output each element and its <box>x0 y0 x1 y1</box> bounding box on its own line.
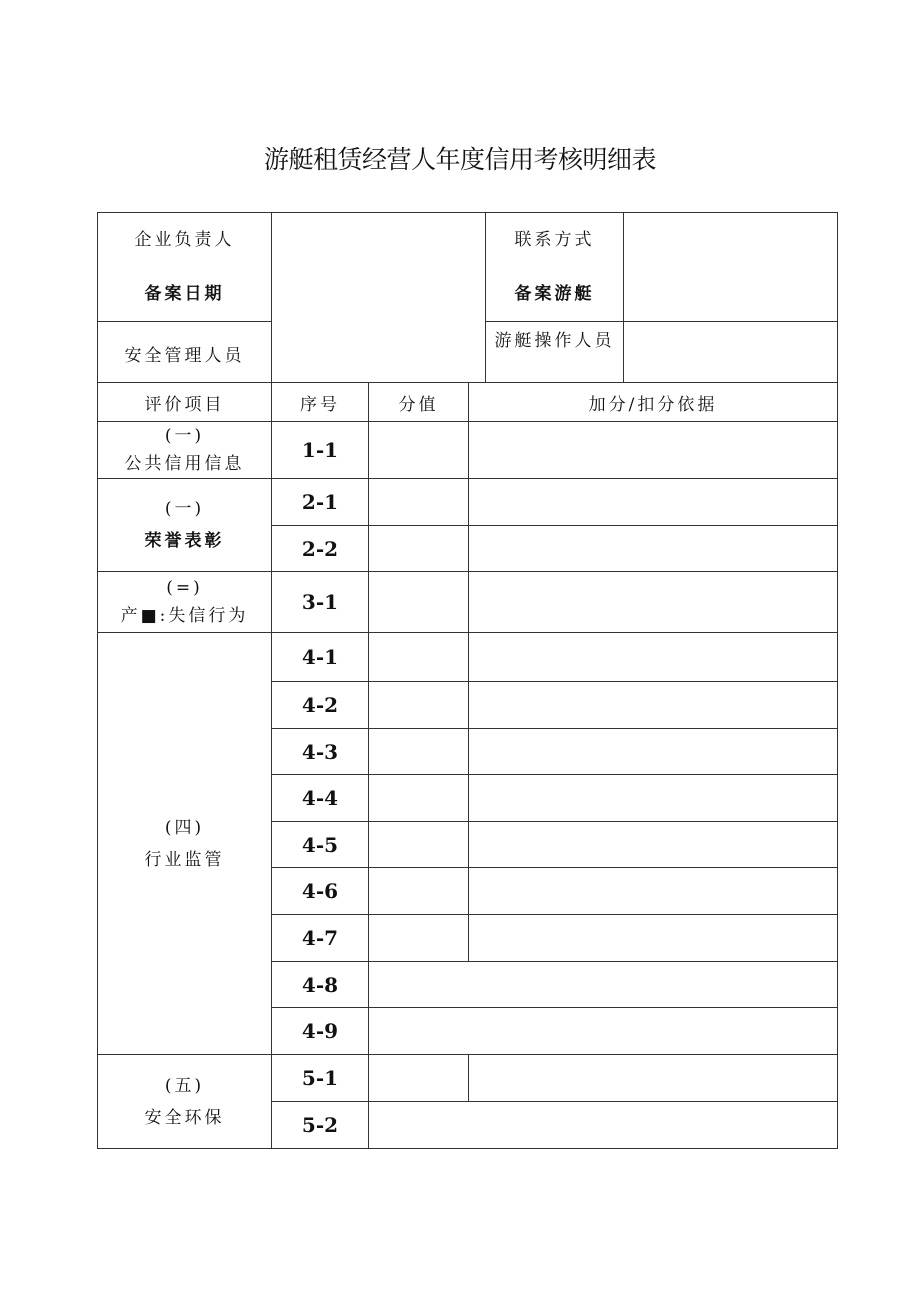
score-cell[interactable] <box>368 914 469 962</box>
owner-label: 企业负责人 <box>134 230 235 250</box>
score-cell[interactable] <box>368 681 469 729</box>
contact-value-cell[interactable] <box>623 212 838 322</box>
column-header-basis: 加分/扣分依据 <box>468 382 838 422</box>
table-row-seq: 5-2 <box>271 1101 369 1149</box>
score-cell[interactable] <box>368 632 469 682</box>
category-number: (四) <box>164 817 205 838</box>
category-number: (五) <box>164 1075 205 1096</box>
basis-cell[interactable] <box>468 421 838 479</box>
category-public-credit <box>97 421 272 479</box>
table-row-seq: 1-1 <box>271 421 369 479</box>
category-industry-supervision <box>97 632 272 1055</box>
category-number: (一) <box>164 426 205 446</box>
merged-basis-cell[interactable] <box>368 961 838 1008</box>
basis-cell[interactable] <box>468 728 838 775</box>
table-row-seq: 5-1 <box>271 1054 369 1102</box>
owner-label-cell <box>97 212 272 322</box>
basis-cell[interactable] <box>468 774 838 822</box>
basis-cell[interactable] <box>468 525 838 572</box>
basis-cell[interactable] <box>468 867 838 915</box>
basis-cell[interactable] <box>468 571 838 633</box>
score-cell[interactable] <box>368 728 469 775</box>
category-name: 公共信用信息 <box>124 454 245 474</box>
category-name: 行业监管 <box>144 849 225 870</box>
table-row-seq: 4-4 <box>271 774 369 822</box>
yacht-operator-value-cell[interactable] <box>623 321 838 383</box>
basis-cell[interactable] <box>468 478 838 526</box>
score-cell[interactable] <box>368 478 469 526</box>
category-honors <box>97 478 272 572</box>
score-cell[interactable] <box>368 867 469 915</box>
score-cell[interactable] <box>368 1054 469 1102</box>
merged-basis-cell[interactable] <box>368 1101 838 1149</box>
score-cell[interactable] <box>368 821 469 868</box>
safety-manager-label: 安全管理人员 <box>124 345 245 366</box>
score-cell[interactable] <box>368 774 469 822</box>
table-row-seq: 4-2 <box>271 681 369 729</box>
category-safety-environment <box>97 1054 272 1149</box>
column-header-item: 评价项目 <box>97 382 272 422</box>
column-header-score: 分值 <box>368 382 469 422</box>
score-cell[interactable] <box>368 525 469 572</box>
page-title: 游艇租赁经营人年度信用考核明细表 <box>263 145 656 174</box>
table-row-seq: 4-1 <box>271 632 369 682</box>
category-dishonest-behavior <box>97 571 272 633</box>
column-header-seq: 序号 <box>271 382 369 422</box>
table-row-seq: 4-9 <box>271 1007 369 1055</box>
table-row-seq: 4-6 <box>271 867 369 915</box>
category-name: 产■:失信行为 <box>120 606 249 626</box>
table-row-seq: 3-1 <box>271 571 369 633</box>
score-cell[interactable] <box>368 421 469 479</box>
table-row-seq: 4-3 <box>271 728 369 775</box>
table-row-seq: 4-5 <box>271 821 369 868</box>
safety-manager-label-cell <box>97 321 272 383</box>
basis-cell[interactable] <box>468 681 838 729</box>
record-yacht-label: 备案游艇 <box>514 284 595 304</box>
owner-value-cell[interactable] <box>271 212 486 383</box>
basis-cell[interactable] <box>468 1054 838 1102</box>
contact-label-cell <box>485 212 624 322</box>
basis-cell[interactable] <box>468 914 838 962</box>
contact-label: 联系方式 <box>514 230 595 250</box>
category-name: 安全环保 <box>144 1107 225 1128</box>
record-date-label: 备案日期 <box>144 284 225 304</box>
category-name: 荣誉表彰 <box>144 531 225 551</box>
category-number: (一) <box>164 499 205 519</box>
basis-cell[interactable] <box>468 632 838 682</box>
table-row-seq: 4-7 <box>271 914 369 962</box>
table-row-seq: 2-1 <box>271 478 369 526</box>
yacht-operator-label-cell <box>485 321 624 383</box>
table-row-seq: 2-2 <box>271 525 369 572</box>
merged-basis-cell[interactable] <box>368 1007 838 1055</box>
score-cell[interactable] <box>368 571 469 633</box>
category-number: (=) <box>166 578 203 598</box>
basis-cell[interactable] <box>468 821 838 868</box>
yacht-operator-label: 游艇操作人员 <box>494 331 615 351</box>
table-row-seq: 4-8 <box>271 961 369 1008</box>
